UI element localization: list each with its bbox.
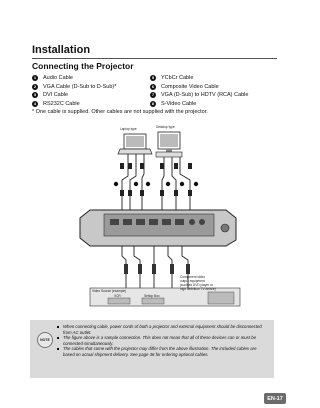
note-item: The figure above is a sample connection. This does not mean that all of these devices can or must be connected simultaneously.	[56, 335, 268, 346]
cable-label: Audio Cable	[43, 75, 73, 81]
settop-label: Settop Box	[144, 294, 160, 298]
cable-item	[150, 91, 248, 100]
laptop-label: Laptop type	[120, 127, 137, 131]
note-icon: NOTE	[37, 332, 53, 348]
cable-item	[32, 74, 116, 83]
cable-number: 3	[33, 92, 37, 98]
page-title: Installation	[32, 44, 91, 56]
desktop-icon	[156, 132, 182, 157]
component-label-line-2: output equipment	[180, 279, 205, 283]
cable-list-left	[32, 74, 116, 108]
cable-item	[32, 100, 116, 109]
cable-number: 1	[33, 75, 37, 81]
note-box	[30, 320, 274, 378]
cable-item	[32, 91, 116, 100]
cable-number: 2	[33, 83, 37, 89]
cable-label: S-Video Cable	[161, 100, 197, 107]
cable-item	[150, 74, 248, 83]
section-title: Connecting the Projector	[32, 61, 134, 71]
cable-label: VGA (D-Sub) to HDTV (RCA) Cable	[161, 92, 249, 99]
component-label-line-3: (such as DVD player or	[180, 283, 213, 287]
laptop-icon	[118, 134, 152, 154]
cable-item	[150, 100, 248, 109]
cable-number: 8	[151, 101, 155, 107]
note-item: The cables that come with the projector may differ from the above illustration. The included cables are based on actual shipment delivery. See page 36 for ordering optional cables.	[56, 346, 268, 357]
cable-number: 6	[151, 83, 155, 89]
component-label-line-1: Component video	[180, 275, 205, 279]
cable-label: VGA Cable (D-Sub to D-Sub)*	[43, 83, 117, 90]
vcr-label: VCR	[114, 294, 121, 298]
title-rule	[32, 58, 277, 59]
cable-label: Composite Video Cable	[161, 83, 219, 90]
cable-list-right	[150, 74, 248, 108]
connection-diagram	[30, 118, 275, 308]
note-item: When connecting cable, power cords of both a projector and external equipment should be disconnected from AC outlet.	[56, 324, 268, 335]
cable-item	[150, 83, 248, 92]
footnote: * One cable is supplied. Other cables are not supplied with the projector.	[32, 109, 208, 115]
note-list	[56, 324, 268, 358]
component-label-line-4: high definition TV device)	[180, 287, 216, 291]
cable-number: 4	[33, 101, 37, 107]
cable-item	[32, 83, 116, 92]
page-number-badge: EN-17	[264, 393, 286, 404]
cable-label: RS232C Cable	[43, 100, 80, 107]
projector-icon	[80, 210, 236, 246]
video-connectors	[124, 264, 190, 274]
cable-label: YCbCr Cable	[161, 75, 194, 81]
desktop-label: Desktop type	[156, 125, 175, 129]
cable-number: 5	[151, 75, 155, 81]
video-source-label: Video Source (example)	[92, 289, 127, 293]
cable-label: DVI Cable	[43, 92, 69, 99]
computer-cables	[122, 154, 190, 210]
cable-number: 7	[151, 92, 155, 98]
